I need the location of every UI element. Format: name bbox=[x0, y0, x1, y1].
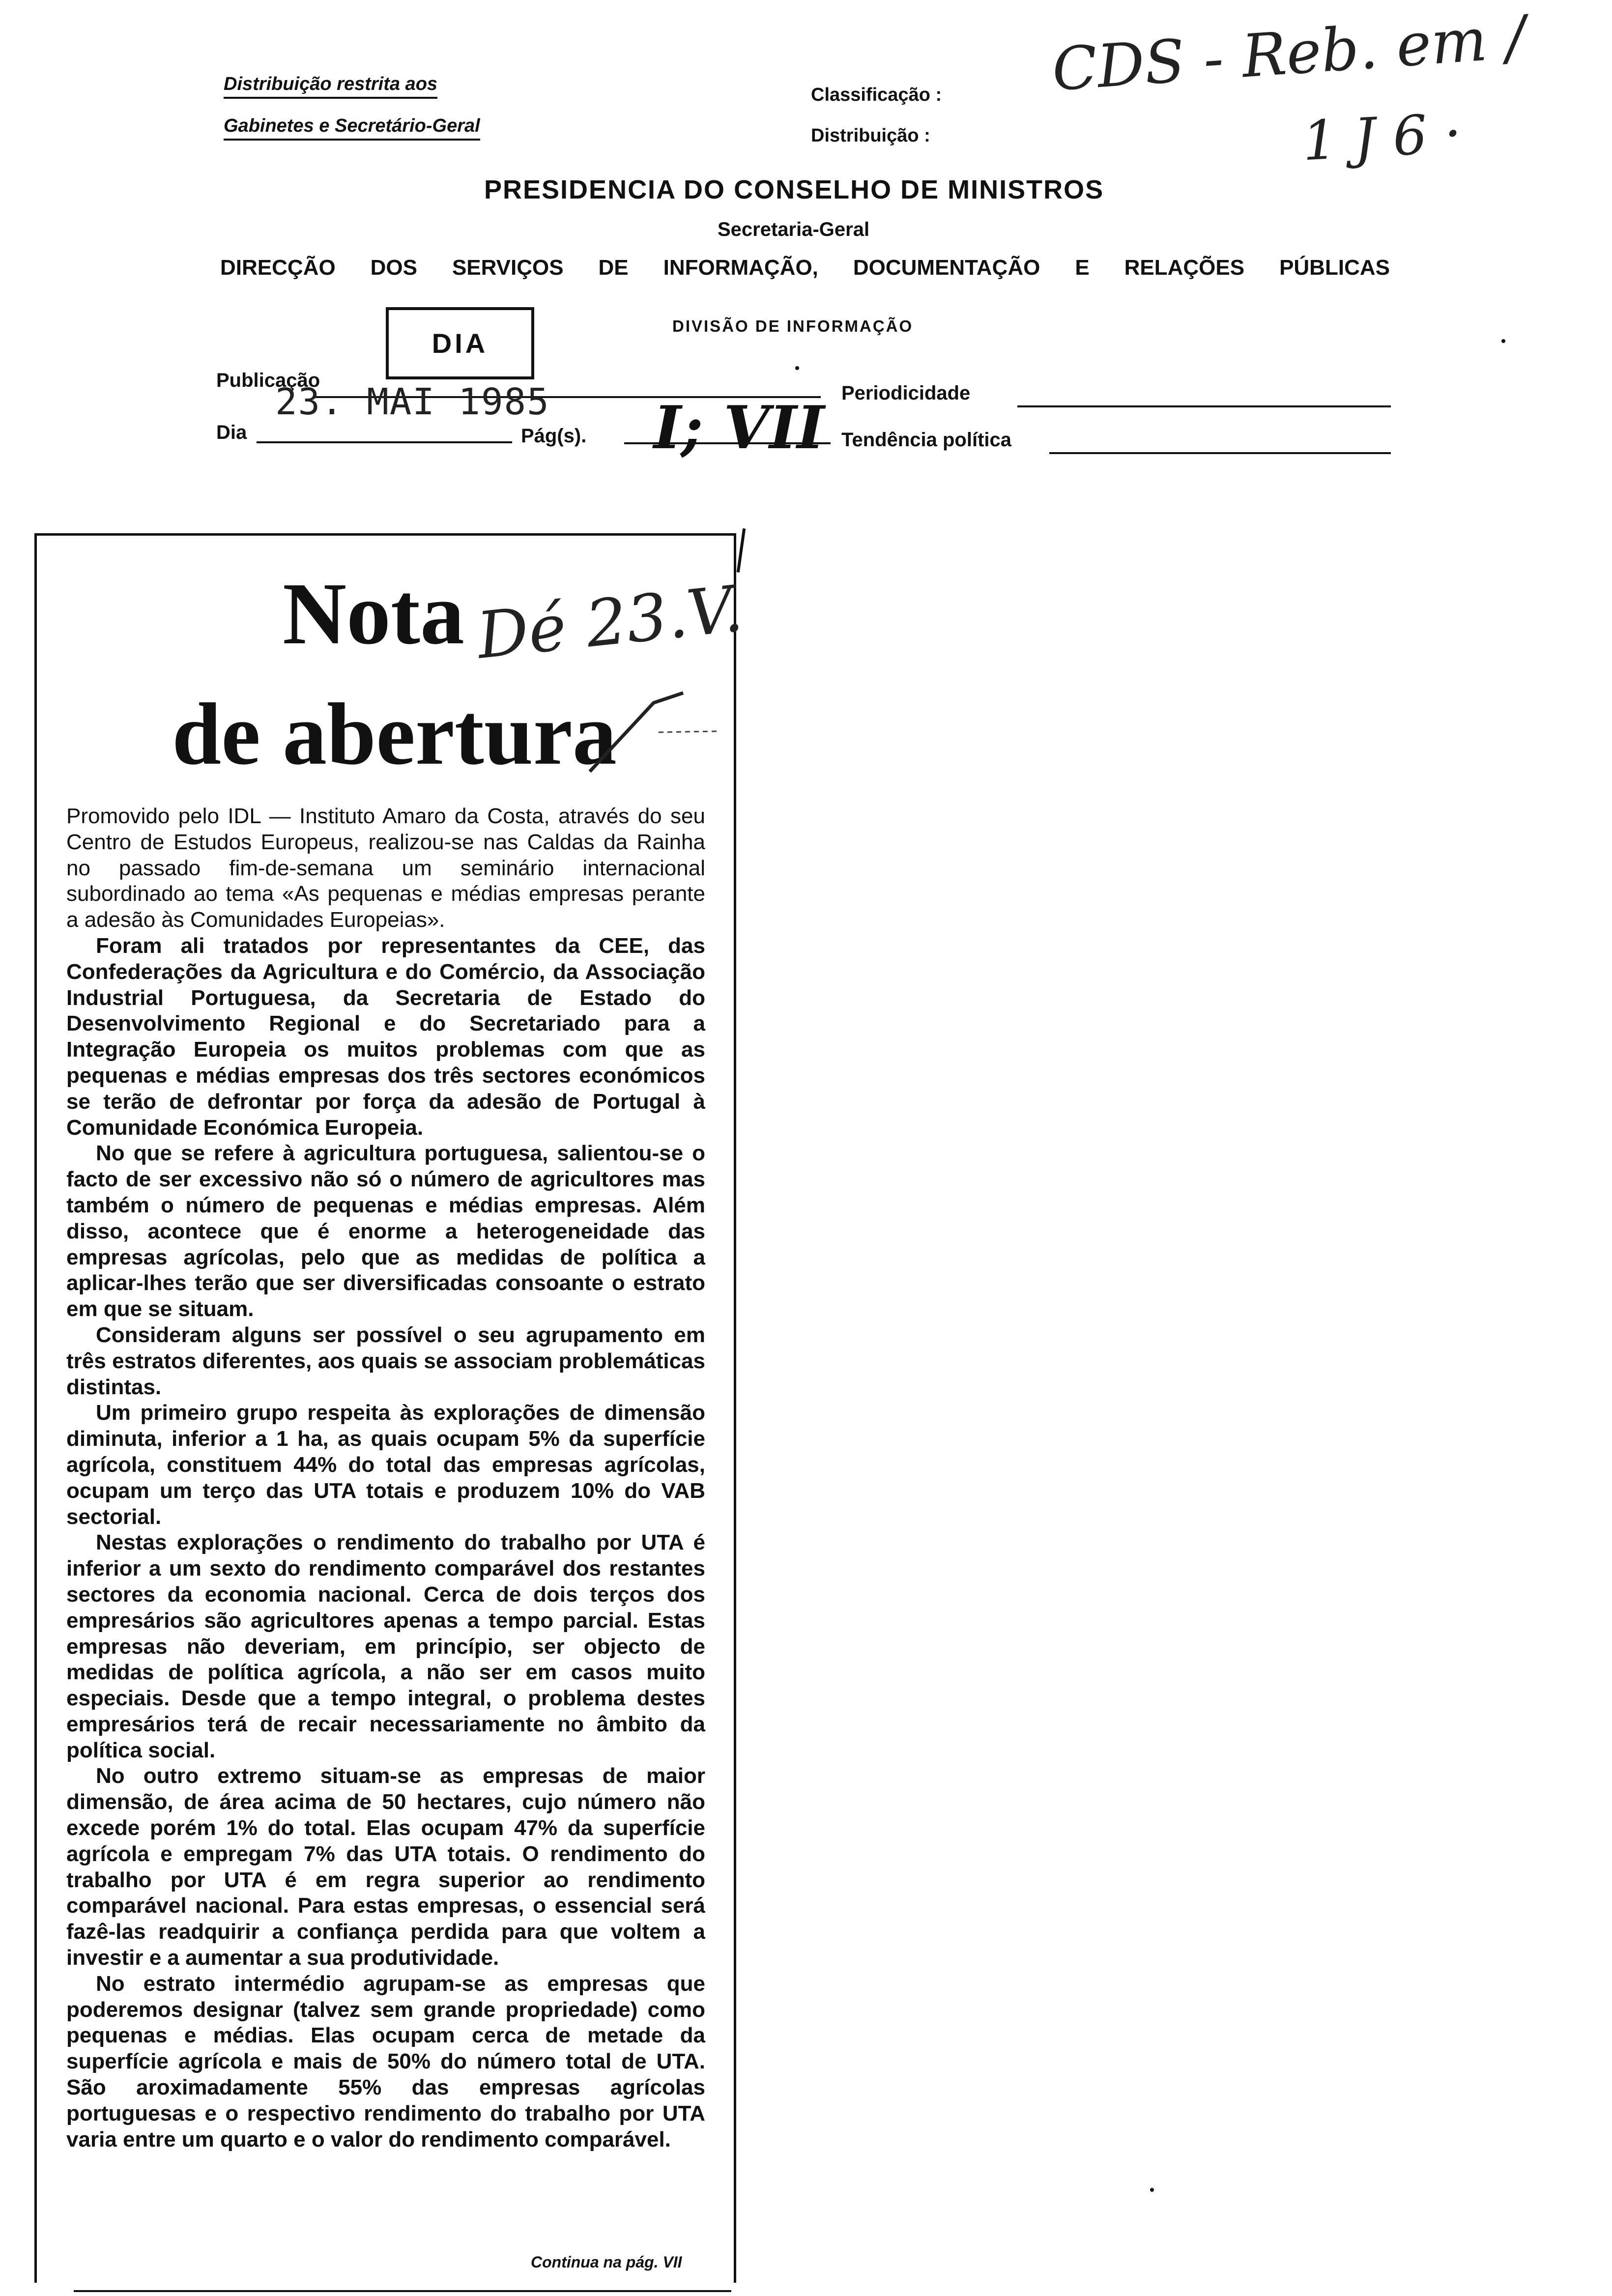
handwritten-note-bottom: 1 J 6 · bbox=[1300, 101, 1464, 173]
direccao-word: DE bbox=[598, 256, 629, 280]
periodicidade-label: Periodicidade bbox=[841, 382, 971, 404]
direccao-word: DIRECÇÃO bbox=[220, 256, 336, 280]
direccao-word: DOS bbox=[370, 256, 417, 280]
direccao-word: E bbox=[1075, 256, 1090, 280]
direccao-line bbox=[220, 256, 1390, 280]
publication-name: DIA bbox=[432, 328, 489, 359]
secretaria-label: Secretaria-Geral bbox=[718, 219, 870, 240]
article-paragraph: Foram ali tratados por representantes da CEE, das Confederações da Agricultura e do Comércio, da Associação Industrial Portuguesa, da Secretaria de Estado do Desenvolvimento Regional e do Secretariado para a Integração Europeia os muitos problemas com que as pequenas e médias empresas dos três sectores económicos se terão de defrontar por força da adesão de Portugal à Comunidade Económica Europeia. bbox=[66, 933, 705, 1140]
speck bbox=[1501, 339, 1505, 343]
handwritten-strokes bbox=[585, 673, 722, 786]
article-body bbox=[66, 804, 705, 2152]
restriction-notice-line2: Gabinetes e Secretário-Geral bbox=[224, 115, 480, 141]
article-paragraph: Promovido pelo IDL — Instituto Amaro da Costa, através do seu Centro de Estudos Europeus, realizou-se nas Caldas da Rainha no passado fim-de-semana um seminário internacional subordinado ao tema «As pequenas e médias empresas perante a adesão às Comunidades Europeias». bbox=[66, 804, 705, 932]
pen-stroke bbox=[659, 731, 718, 732]
periodicidade-line bbox=[1017, 405, 1391, 407]
divisao-label: DIVISÃO DE INFORMAÇÃO bbox=[672, 317, 914, 335]
article-paragraph: Um primeiro grupo respeita às explorações de dimensão diminuta, inferior a 1 ha, as quais ocupam 5% da superfície agrícola, constituem 44% do total das empresas agrícolas, ocupam um terço das UTA totais e produzem 10% do VAB sectorial. bbox=[66, 1401, 705, 1529]
speck bbox=[795, 366, 799, 370]
direccao-word: DOCUMENTAÇÃO bbox=[853, 256, 1040, 280]
classificacao-label: Classificação : bbox=[811, 85, 942, 105]
continued-note: Continua na pág. VII bbox=[531, 2253, 682, 2271]
article-paragraph: No estrato intermédio agrupam-se as empresas que poderemos designar (talvez sem grande propriedade) como pequenas e médias. Elas ocupam cerca de metade da superfície agrícola e mais de 50% do número total de UTA. São aroximadamente 55% das empresas agrícolas portuguesas e o respectivo rendimento do trabalho por UTA varia entre um quarto e o valor do rendimento comparável. bbox=[66, 1971, 705, 2152]
speck bbox=[1150, 2188, 1154, 2192]
dia-line bbox=[257, 441, 512, 443]
margin-mark bbox=[737, 528, 746, 573]
dia-label: Dia bbox=[216, 422, 247, 443]
article-paragraph: No outro extremo situam-se as empresas de maior dimensão, de área acima de 50 hectares, cujo número não excede porém 1% do total. Elas ocupam 47% da superfície agrícola e empregam 7% das UTA totais. O rendimento do trabalho por UTA é em regra superior ao rendimento comparável nacional. Para estas empresas, o essencial será fazê-las readquirir a confiança perdida para que voltem a investir e a aumentar a sua produtividade. bbox=[66, 1764, 705, 1970]
article-paragraph: Consideram alguns ser possível o seu agrupamento em três estratos diferentes, aos quais se associam problemáticas distintas. bbox=[66, 1322, 705, 1399]
article-title-line2: de abertura bbox=[172, 685, 617, 783]
article-title-line1: Nota bbox=[283, 565, 464, 662]
page-reference: I; VII bbox=[654, 393, 825, 462]
tendencia-line bbox=[1049, 452, 1391, 454]
article-bottom-rule bbox=[74, 2290, 731, 2292]
direccao-word: SERVIÇOS bbox=[452, 256, 564, 280]
handwritten-note-top: CDS - Reb. em / bbox=[1050, 3, 1528, 105]
tendencia-label: Tendência política bbox=[841, 429, 1011, 451]
date-stamp: 23. MAI 1985 bbox=[275, 381, 550, 423]
article-paragraph: Nestas explorações o rendimento do trabalho por UTA é inferior a um sexto do rendimento comparável dos restantes sectores da economia nacional. Cerca de dois terços dos empresários são agricultores apenas a tempo parcial. Estas empresas não deveriam, em princípio, ser objecto de medidas de política agrícola, a não ser em casos muito especiais. Desde que a tempo integral, o problema destes empresários terá de recair necessariamente no âmbito da política social. bbox=[66, 1530, 705, 1762]
direccao-word: PÚBLICAS bbox=[1279, 256, 1390, 280]
organization-title: PRESIDENCIA DO CONSELHO DE MINISTROS bbox=[484, 175, 1104, 204]
direccao-word: INFORMAÇÃO, bbox=[663, 256, 818, 280]
article-paragraph: No que se refere à agricultura portuguesa, salientou-se o facto de ser excessivo não só o número de agricultores mas também o número de pequenas e médias empresas. Além disso, acontece que é enorme a heterogeneidade das empresas agrícolas, pelo que as medidas de política a aplicar-lhes terão que ser diversificadas consoante o estrato em que se situam. bbox=[66, 1141, 705, 1321]
pags-label: Pág(s). bbox=[521, 425, 587, 447]
distribuicao-label: Distribuição : bbox=[811, 125, 930, 146]
handwritten-annotation: Dé 23.V. bbox=[473, 571, 747, 673]
restriction-notice-line1: Distribuição restrita aos bbox=[224, 74, 437, 99]
publication-stamp-box bbox=[386, 307, 534, 379]
direccao-word: RELAÇÕES bbox=[1124, 256, 1245, 280]
publicacao-label: Publicação bbox=[216, 370, 320, 391]
